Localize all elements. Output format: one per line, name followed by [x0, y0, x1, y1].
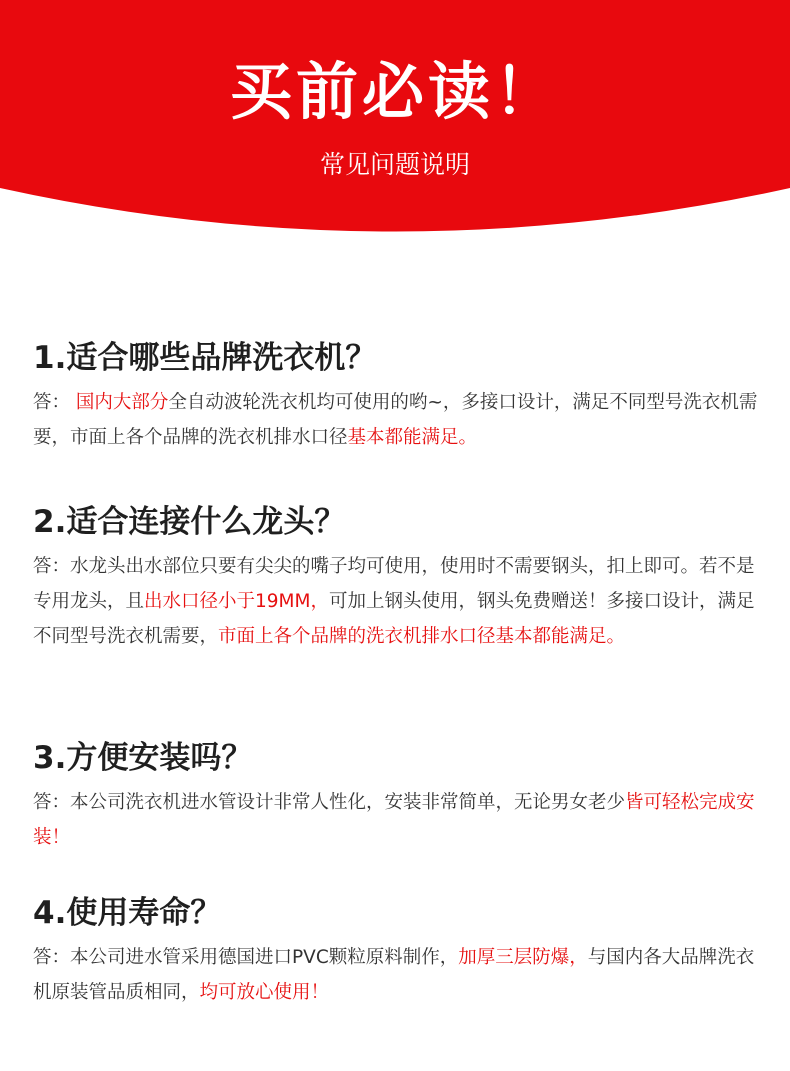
faq-question: 3.方便安装吗？ — [33, 740, 253, 776]
header-banner — [0, 0, 790, 250]
answer-text: 与国内各大品牌洗衣机原装管品质相同， — [33, 947, 755, 1004]
faq-item-2 — [33, 504, 761, 654]
faq-question: 4.使用寿命？ — [33, 895, 222, 931]
answer-highlight: 出水口径小于19MM， — [144, 591, 329, 613]
page-subtitle: 常见问题说明 — [319, 150, 470, 179]
answer-highlight: 加厚三层防爆， — [458, 947, 588, 969]
answer-text: 答：水龙头出水部位只要有尖尖的嘴子均可使用，使用时不需要钢头，扣上即可。若不是专用龙头，且 — [33, 556, 755, 613]
faq-question: 2.适合连接什么龙头？ — [33, 504, 346, 540]
answer-highlight: 市面上各个品牌的洗衣机排水口径基本都能满足。 — [218, 626, 626, 648]
answer-text: 答： — [33, 392, 76, 414]
faq-answer — [33, 940, 761, 1010]
answer-highlight: 国内大部分 — [75, 392, 169, 414]
faq-answer — [33, 385, 761, 455]
faq-item-3 — [33, 740, 761, 855]
answer-text: 答：本公司进水管采用德国进口PVC颗粒原料制作， — [33, 947, 459, 969]
faq-item-4 — [33, 895, 761, 1010]
faq-question: 1.适合哪些品牌洗衣机？ — [33, 340, 377, 376]
faq-answer — [33, 549, 761, 654]
faq-answer — [33, 785, 761, 855]
answer-highlight: 均可放心使用！ — [199, 982, 330, 1004]
answer-text: 答：本公司洗衣机进水管设计非常人性化，安装非常简单，无论男女老少 — [33, 792, 626, 814]
page-title: 买前必读！ — [229, 55, 560, 128]
answer-highlight: 皆可轻松完成安装！ — [33, 792, 755, 849]
answer-text: 全自动波轮洗衣机均可使用的哟~，多接口设计，满足不同型号洗衣机需要，市面上各个品牌的洗衣机排水口径 — [33, 392, 758, 449]
answer-highlight: 基本都能满足。 — [347, 427, 478, 449]
answer-text: 可加上钢头使用，钢头免费赠送！多接口设计，满足不同型号洗衣机需要， — [33, 591, 755, 648]
faq-item-1 — [33, 340, 761, 455]
